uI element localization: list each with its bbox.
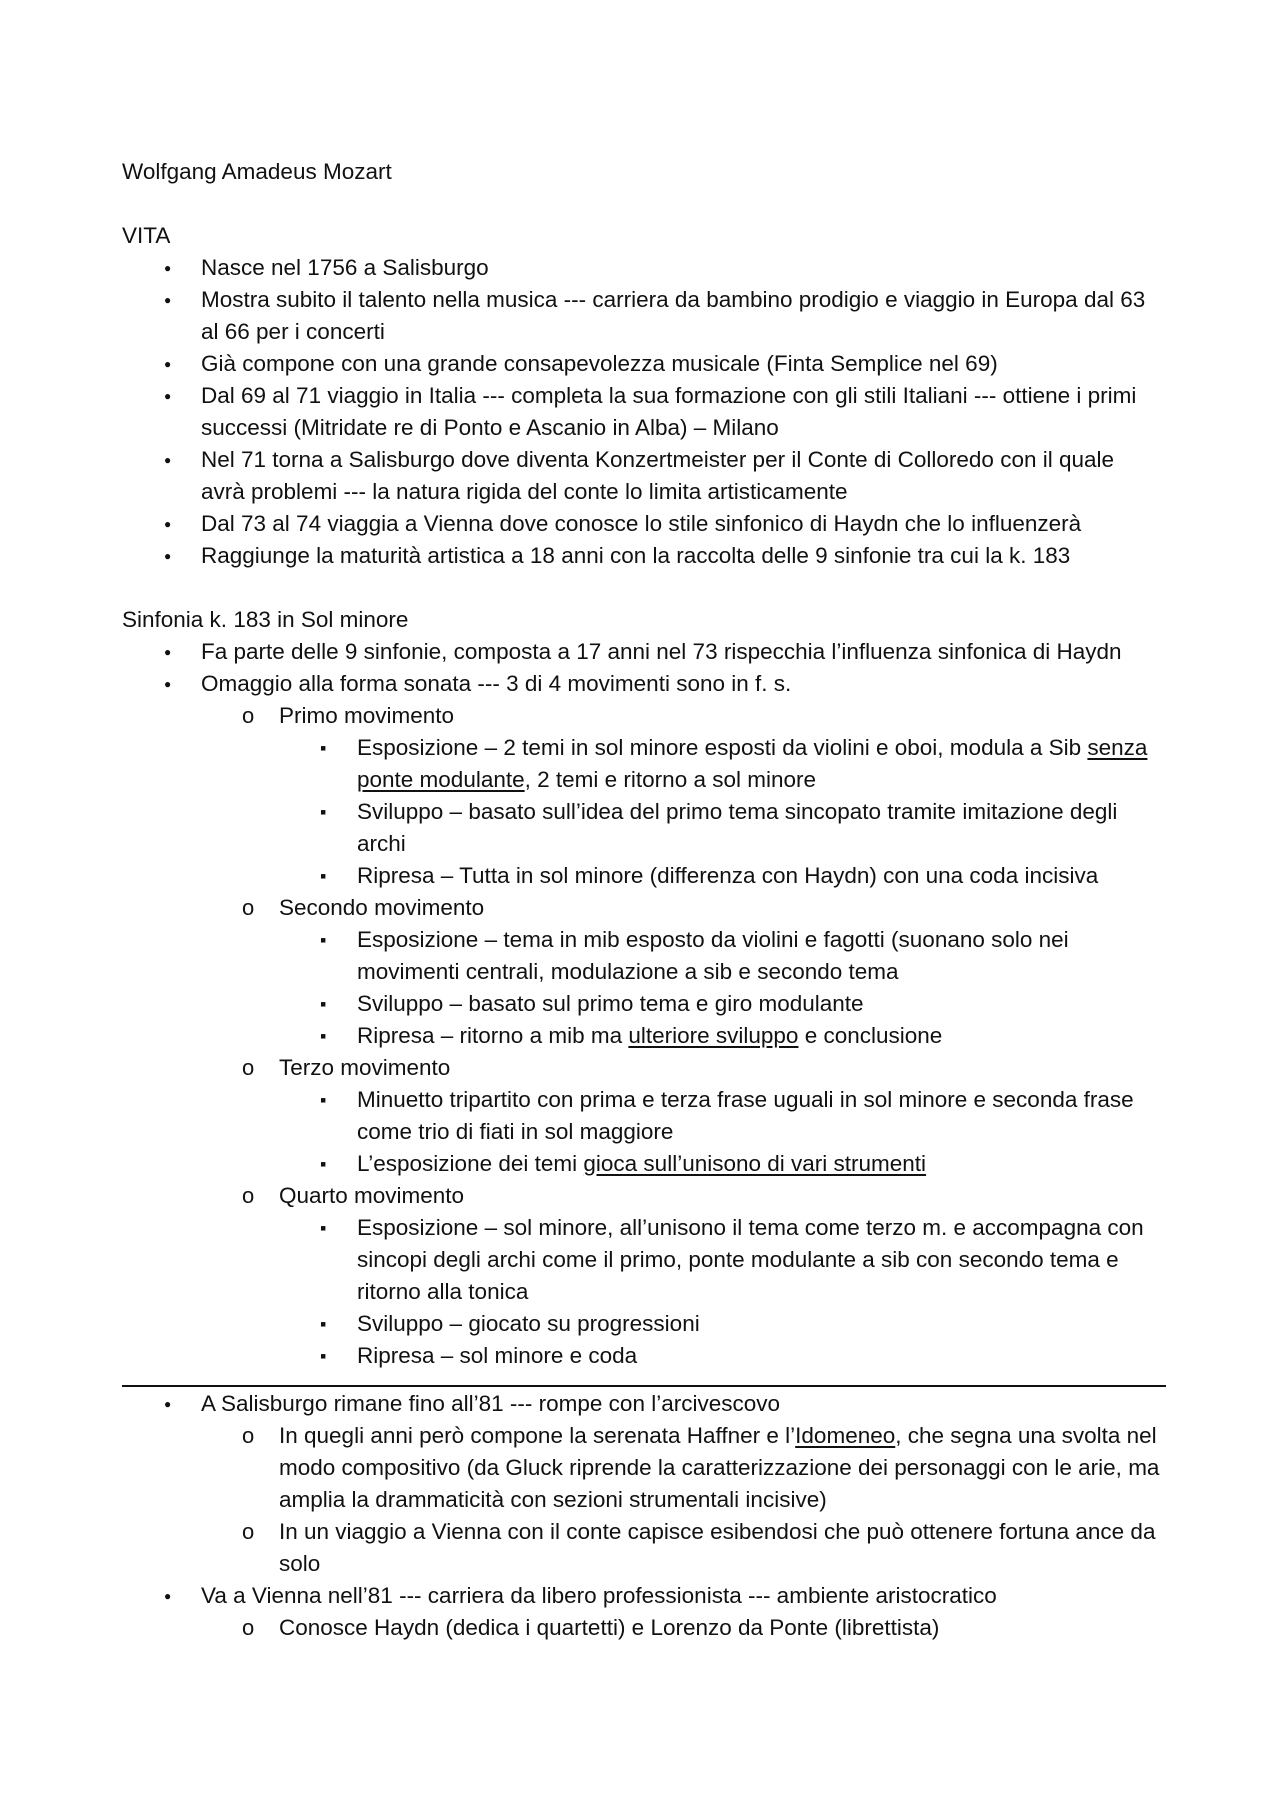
text-run: Esposizione – 2 temi in sol minore esposti da violini e oboi, modula a Sib bbox=[357, 735, 1088, 760]
list-item: o Conosce Haydn (dedica i quartetti) e Lorenzo da Ponte (librettista) bbox=[122, 1612, 1162, 1644]
list-item: ● Nel 71 torna a Salisburgo dove diventa Konzertmeister per il Conte di Colloredo con il quale avrà problemi --- la natura rigida del conte lo limita artisticamente bbox=[122, 444, 1162, 508]
sub-list bbox=[122, 1420, 1162, 1580]
movement-label: Primo movimento bbox=[279, 703, 455, 728]
list-item: ▪ Esposizione – sol minore, all’unisono il tema come terzo m. e accompagna con sincopi degli archi come il primo, ponte modulante a sib con secondo tema e ritorno alla tonica bbox=[122, 1212, 1162, 1308]
list-item-text: Omaggio alla forma sonata --- 3 di 4 movimenti sono in f. s. bbox=[201, 671, 792, 696]
movement-label: Quarto movimento bbox=[279, 1183, 465, 1208]
text-run: L’esposizione dei temi bbox=[357, 1151, 584, 1176]
list-item: ▪ Ripresa – Tutta in sol minore (differenza con Haydn) con una coda incisiva bbox=[122, 860, 1162, 892]
text-run: In quegli anni però compone la serenata Haffner e l’ bbox=[279, 1423, 796, 1448]
underlined-text: ulteriore sviluppo bbox=[628, 1023, 799, 1048]
list-item: ▪ Esposizione – tema in mib esposto da violini e fagotti (suonano solo nei movimenti centrali, modulazione a sib e secondo tema bbox=[122, 924, 1162, 988]
vita-heading: VITA bbox=[122, 223, 171, 248]
list-item bbox=[122, 1020, 1162, 1052]
text-run: , che segna una svolta nel modo compositivo (da Gluck riprende la caratterizzazione dei personaggi con le arie, ma amplia la drammaticità con sezioni strumentali incisive) bbox=[279, 1423, 1160, 1512]
list-item: ● Raggiunge la maturità artistica a 18 anni con la raccolta delle 9 sinfonie tra cui la k. 183 bbox=[122, 540, 1162, 572]
list-item: ● Mostra subito il talento nella musica --- carriera da bambino prodigio e viaggio in Europa dal 63 al 66 per i concerti bbox=[122, 284, 1162, 348]
horizontal-divider bbox=[122, 1385, 1166, 1387]
list-item bbox=[122, 1580, 1162, 1644]
document-title: Wolfgang Amadeus Mozart bbox=[122, 159, 392, 184]
list-item: ● Dal 73 al 74 viaggia a Vienna dove conosce lo stile sinfonico di Haydn che lo influenzerà bbox=[122, 508, 1162, 540]
movement-item bbox=[122, 1180, 1162, 1372]
career-list bbox=[122, 1388, 1162, 1644]
list-item: ● Nasce nel 1756 a Salisburgo bbox=[122, 252, 1162, 284]
movement-details bbox=[122, 732, 1162, 892]
document-content bbox=[122, 156, 1162, 1644]
sinfonia-heading: Sinfonia k. 183 in Sol minore bbox=[122, 607, 409, 632]
list-item: ▪ Sviluppo – giocato su progressioni bbox=[122, 1308, 1162, 1340]
list-item bbox=[122, 1148, 1162, 1180]
list-item bbox=[122, 1388, 1162, 1580]
text-run: Ripresa – ritorno a mib ma bbox=[357, 1023, 629, 1048]
movement-item bbox=[122, 892, 1162, 1052]
movement-item bbox=[122, 700, 1162, 892]
underlined-text: Idomeneo bbox=[795, 1423, 896, 1448]
movements-list bbox=[122, 700, 1162, 1372]
list-item-text: A Salisburgo rimane fino all’81 --- rompe con l’arcivescovo bbox=[201, 1391, 781, 1416]
list-item: ● Fa parte delle 9 sinfonie, composta a 17 anni nel 73 rispecchia l’influenza sinfonica di Haydn bbox=[122, 636, 1162, 668]
movement-label: Terzo movimento bbox=[279, 1055, 451, 1080]
movement-details bbox=[122, 924, 1162, 1052]
movement-details bbox=[122, 1084, 1162, 1180]
list-item bbox=[122, 1420, 1162, 1516]
list-item: ▪ Minuetto tripartito con prima e terza frase uguali in sol minore e seconda frase come trio di fiati in sol maggiore bbox=[122, 1084, 1162, 1148]
text-run: e conclusione bbox=[798, 1023, 943, 1048]
underlined-text: senza ponte modulante bbox=[357, 735, 1148, 792]
list-item: ▪ Sviluppo – basato sull’idea del primo tema sincopato tramite imitazione degli archi bbox=[122, 796, 1162, 860]
movement-label: Secondo movimento bbox=[279, 895, 485, 920]
movement-item bbox=[122, 1052, 1162, 1180]
list-item bbox=[122, 732, 1162, 796]
list-item: o In un viaggio a Vienna con il conte capisce esibendosi che può ottenere fortuna ance da solo bbox=[122, 1516, 1162, 1580]
sinfonia-list bbox=[122, 636, 1162, 1372]
underlined-text: gioca sull’unisono di vari strumenti bbox=[583, 1151, 927, 1176]
sub-list bbox=[122, 1612, 1162, 1644]
list-item bbox=[122, 668, 1162, 1372]
list-item: ● Dal 69 al 71 viaggio in Italia --- completa la sua formazione con gli stili Italiani --- ottiene i primi successi (Mitridate re di Ponto e Ascanio in Alba) – Milano bbox=[122, 380, 1162, 444]
text-run: , 2 temi e ritorno a sol minore bbox=[524, 767, 817, 792]
list-item: ● Già compone con una grande consapevolezza musicale (Finta Semplice nel 69) bbox=[122, 348, 1162, 380]
list-item-text: Va a Vienna nell’81 --- carriera da libero professionista --- ambiente aristocratico bbox=[201, 1583, 997, 1608]
movement-details bbox=[122, 1212, 1162, 1372]
list-item: ▪ Sviluppo – basato sul primo tema e giro modulante bbox=[122, 988, 1162, 1020]
vita-list bbox=[122, 252, 1162, 572]
list-item: ▪ Ripresa – sol minore e coda bbox=[122, 1340, 1162, 1372]
